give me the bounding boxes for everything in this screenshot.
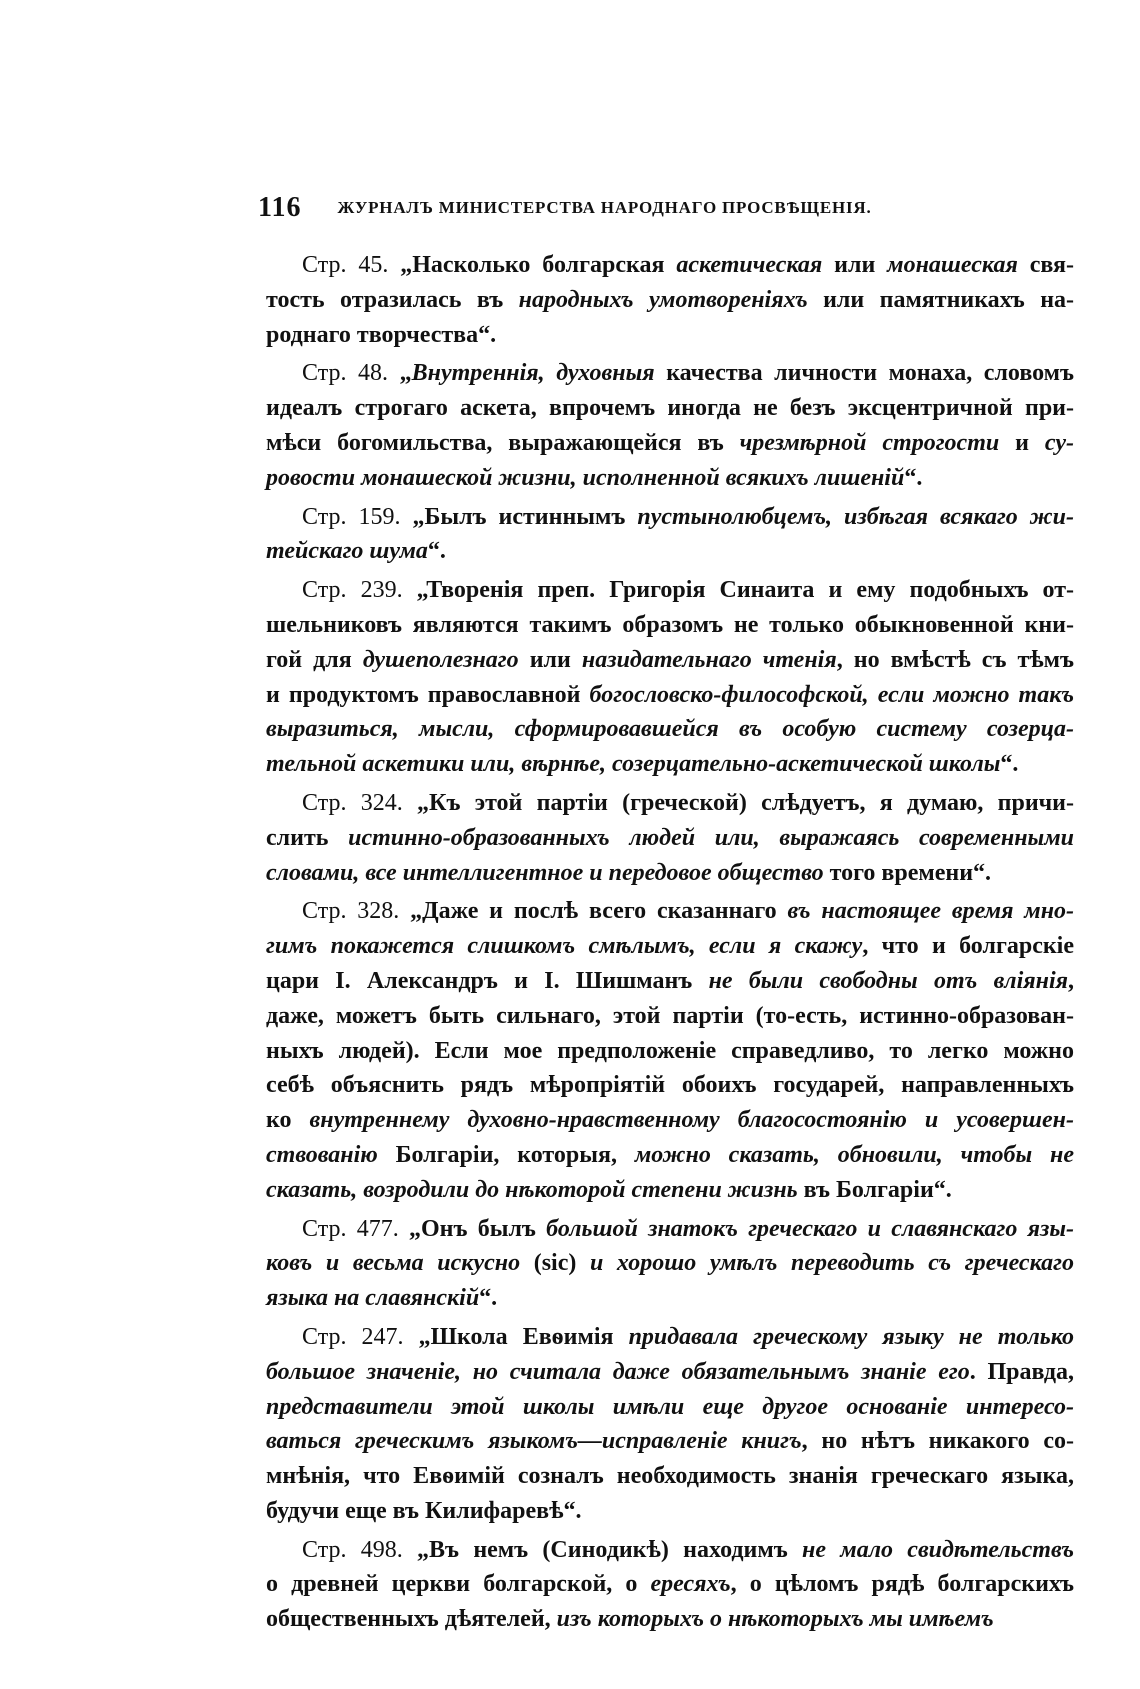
paragraph bbox=[266, 1320, 1074, 1529]
text-line bbox=[266, 1068, 1074, 1103]
text-line bbox=[266, 1424, 1074, 1459]
page-reference: Стр. 247. bbox=[302, 1323, 404, 1350]
text-line bbox=[266, 1281, 1074, 1316]
text-segment: о древней церкви болгарской, о bbox=[266, 1571, 651, 1598]
text-segment: или памятникахъ на- bbox=[807, 286, 1075, 313]
page-number: 116 bbox=[258, 192, 302, 223]
text-line bbox=[266, 573, 1074, 608]
text-line bbox=[266, 1212, 1074, 1247]
emphasized-text: аскетическая bbox=[676, 252, 823, 278]
emphasized-text: Внутреннія, духовныя bbox=[411, 360, 655, 387]
text-segment: . Правда, bbox=[969, 1358, 1074, 1385]
text-segment: даже, можетъ быть сильнаго, этой партіи (то-есть, истинно-образован- bbox=[266, 1002, 1074, 1029]
text-segment: свя- bbox=[1017, 252, 1074, 278]
emphasized-text: языка на славянскій bbox=[266, 1285, 480, 1312]
text-segment: , но нѣтъ никакого со- bbox=[801, 1428, 1074, 1455]
text-segment: будучи еще въ Килифаревѣ“. bbox=[266, 1497, 582, 1524]
text-line bbox=[266, 1173, 1074, 1208]
text-line bbox=[266, 1138, 1074, 1173]
emphasized-text: гимъ покажется слишкомъ смѣлымъ, если я скажу bbox=[266, 933, 863, 960]
text-segment: мѣси богомильства, выражающейся въ bbox=[266, 429, 740, 456]
text-line bbox=[266, 1390, 1074, 1425]
emphasized-text: большое значеніе, но считала даже обязательнымъ знаніе его bbox=[266, 1358, 970, 1385]
paragraph bbox=[266, 894, 1074, 1207]
emphasized-text: тейскаго шума bbox=[266, 538, 428, 565]
emphasized-text: истинно-образованныхъ людей или, выражаясь современными bbox=[348, 824, 1074, 851]
text-segment: ко bbox=[266, 1107, 310, 1134]
text-segment: „Даже и послѣ всего сказаннаго bbox=[399, 898, 788, 925]
emphasized-text: сказать, возродили до нѣкоторой степени жизнь bbox=[266, 1176, 798, 1203]
page-reference: Стр. 239. bbox=[302, 577, 403, 604]
text-line bbox=[266, 1246, 1074, 1281]
text-segment: или bbox=[822, 252, 888, 278]
text-line bbox=[266, 608, 1074, 643]
paragraph bbox=[266, 500, 1074, 570]
emphasized-text: су- bbox=[1044, 429, 1074, 456]
text-line bbox=[266, 1602, 1074, 1637]
paragraph bbox=[266, 786, 1074, 890]
text-segment: „Насколько болгарская bbox=[388, 252, 677, 278]
text-line bbox=[266, 1103, 1074, 1138]
text-segment: слить bbox=[266, 824, 349, 851]
emphasized-text: ересяхъ bbox=[650, 1571, 731, 1598]
text-line bbox=[266, 786, 1074, 821]
text-line bbox=[266, 1320, 1074, 1355]
text-line bbox=[266, 1494, 1074, 1529]
emphasized-text: чрезмѣрной строгости bbox=[739, 429, 1000, 456]
text-line bbox=[266, 534, 1074, 569]
emphasized-text: монашеская bbox=[887, 252, 1018, 278]
text-line bbox=[266, 643, 1074, 678]
text-line bbox=[266, 500, 1074, 535]
emphasized-text: можно сказать, обновили, чтобы не bbox=[634, 1141, 1074, 1168]
text-segment: роднаго творчества“. bbox=[266, 321, 497, 348]
text-segment: въ Болгаріи“. bbox=[797, 1176, 952, 1203]
text-segment: „Въ немъ (Синодикѣ) находимъ bbox=[402, 1536, 802, 1563]
text-line bbox=[266, 1034, 1074, 1069]
paragraph bbox=[266, 573, 1074, 782]
emphasized-text: богословско-философской, если можно такъ bbox=[589, 681, 1075, 708]
text-segment: “. bbox=[427, 538, 446, 565]
page-reference: Стр. 328. bbox=[302, 898, 400, 925]
text-segment: , о цѣломъ рядѣ болгарскихъ bbox=[730, 1571, 1074, 1598]
emphasized-text: придавала греческому языку не только bbox=[628, 1323, 1074, 1350]
page-reference: Стр. 477. bbox=[302, 1215, 399, 1242]
text-segment: (sic) bbox=[520, 1250, 590, 1277]
emphasized-text: ковъ и весьма искусно bbox=[266, 1250, 521, 1277]
paragraph bbox=[266, 1212, 1074, 1316]
text-line bbox=[266, 318, 1074, 353]
text-segment: “. bbox=[904, 464, 923, 491]
text-line bbox=[266, 894, 1074, 929]
text-segment: “. bbox=[479, 1285, 498, 1312]
emphasized-text: словами, все интеллигентное и передовое общество bbox=[266, 859, 824, 886]
text-segment: „Творенія преп. Григорія Синаита и ему подобныхъ от- bbox=[402, 577, 1074, 604]
emphasized-text: выразиться, мысли, сформировавшейся въ особую систему созерца- bbox=[266, 716, 1074, 743]
text-line bbox=[266, 426, 1074, 461]
text-line bbox=[266, 929, 1074, 964]
text-segment: Болгаріи, которыя, bbox=[377, 1141, 635, 1168]
text-line bbox=[266, 248, 1074, 283]
text-line bbox=[266, 461, 1074, 496]
text-line bbox=[266, 391, 1074, 426]
emphasized-text: ровости монашеской жизни, исполненной всякихъ лишеній bbox=[266, 464, 905, 491]
page-reference: Стр. 159. bbox=[302, 503, 401, 530]
page-reference: Стр. 498. bbox=[302, 1536, 403, 1563]
text-line bbox=[266, 1355, 1074, 1390]
text-segment: „Къ этой партіи (греческой) слѣдуетъ, я думаю, причи- bbox=[402, 789, 1075, 816]
text-segment: „Школа Евѳимія bbox=[403, 1323, 629, 1350]
text-line bbox=[266, 1567, 1074, 1602]
emphasized-text: тельной аскетики или, вѣрнѣе, созерцательно-аскетической школы bbox=[266, 751, 1001, 778]
page-reference: Стр. 45. bbox=[302, 252, 389, 278]
emphasized-text: и хорошо умѣлъ переводить съ греческаго bbox=[589, 1250, 1074, 1277]
body-text bbox=[266, 248, 1074, 1637]
emphasized-text: представители этой школы имѣли еще другое основаніе интересо- bbox=[266, 1393, 1074, 1420]
text-segment: гой для bbox=[266, 646, 363, 673]
emphasized-text: назидательнаго чтенія bbox=[581, 646, 837, 673]
emphasized-text: не были свободны отъ вліянія bbox=[708, 967, 1068, 994]
running-title: ЖУРНАЛЪ МИНИСТЕРСТВА НАРОДНАГО ПРОСВѢЩЕНІЯ. bbox=[337, 198, 872, 217]
text-line bbox=[266, 856, 1074, 891]
emphasized-text: изъ которыхъ о нѣкоторыхъ мы имѣемъ bbox=[556, 1606, 994, 1633]
paragraph bbox=[266, 248, 1074, 352]
page-header bbox=[258, 192, 1078, 232]
text-segment: , что и болгарскіе bbox=[862, 933, 1075, 960]
emphasized-text: пустынолюбцемъ, избѣгая всякаго жи- bbox=[637, 503, 1074, 530]
text-segment: “. bbox=[1000, 751, 1019, 778]
emphasized-text: душеполезнаго bbox=[362, 646, 519, 673]
text-segment: , но вмѣстѣ съ тѣмъ bbox=[836, 646, 1075, 673]
text-segment: или bbox=[518, 646, 582, 673]
text-segment: идеалъ строгаго аскета, впрочемъ иногда не безъ эксцентричной при- bbox=[266, 395, 1074, 422]
paragraph bbox=[266, 1533, 1074, 1637]
text-segment: мнѣнія, что Евѳимій созналъ необходимость знанія греческаго языка, bbox=[266, 1463, 1074, 1490]
text-segment: шельниковъ являются такимъ образомъ не только обыкновенной кни- bbox=[266, 611, 1074, 638]
text-segment: , bbox=[1068, 967, 1074, 994]
page-reference: Стр. 48. bbox=[302, 360, 389, 387]
text-line bbox=[266, 1459, 1074, 1494]
paragraph bbox=[266, 356, 1074, 495]
text-segment: и bbox=[999, 429, 1045, 456]
text-line bbox=[266, 283, 1074, 318]
text-line bbox=[266, 356, 1074, 391]
text-line bbox=[266, 821, 1074, 856]
text-line bbox=[266, 1533, 1074, 1568]
emphasized-text: въ настоящее время мно- bbox=[787, 898, 1075, 925]
text-segment: тость отразилась въ bbox=[266, 286, 519, 313]
text-segment: и продуктомъ православной bbox=[266, 681, 590, 708]
text-segment: ныхъ людей). Если мое предположеніе справедливо, то легко можно bbox=[266, 1037, 1074, 1064]
text-line bbox=[266, 999, 1074, 1034]
text-segment: „Онъ былъ bbox=[398, 1215, 547, 1242]
text-segment: общественныхъ дѣятелей, bbox=[266, 1606, 557, 1633]
text-segment: цари I. Александръ и I. Шишманъ bbox=[266, 967, 709, 994]
text-segment: качества личности монаха, словомъ bbox=[654, 360, 1075, 387]
text-line bbox=[266, 964, 1074, 999]
emphasized-text: народныхъ умотвореніяхъ bbox=[518, 286, 808, 313]
emphasized-text: ваться греческимъ языкомъ—исправленіе книгъ bbox=[266, 1428, 802, 1455]
text-line bbox=[266, 747, 1074, 782]
emphasized-text: внутреннему духовно-нравственному благосостоянію и усовершен- bbox=[309, 1107, 1074, 1134]
text-line bbox=[266, 712, 1074, 747]
text-segment: „Былъ истиннымъ bbox=[400, 503, 638, 530]
text-segment: себѣ объяснить рядъ мѣропріятій обоихъ государей, направленныхъ bbox=[266, 1072, 1074, 1099]
emphasized-text: ствованію bbox=[266, 1141, 378, 1168]
page-reference: Стр. 324. bbox=[302, 789, 403, 816]
text-segment: того времени“. bbox=[823, 859, 992, 886]
emphasized-text: большой знатокъ греческаго и славянскаго язы- bbox=[546, 1215, 1075, 1242]
text-line bbox=[266, 678, 1074, 713]
emphasized-text: не мало свидѣтельствъ bbox=[802, 1536, 1074, 1563]
text-segment: „ bbox=[388, 360, 412, 387]
